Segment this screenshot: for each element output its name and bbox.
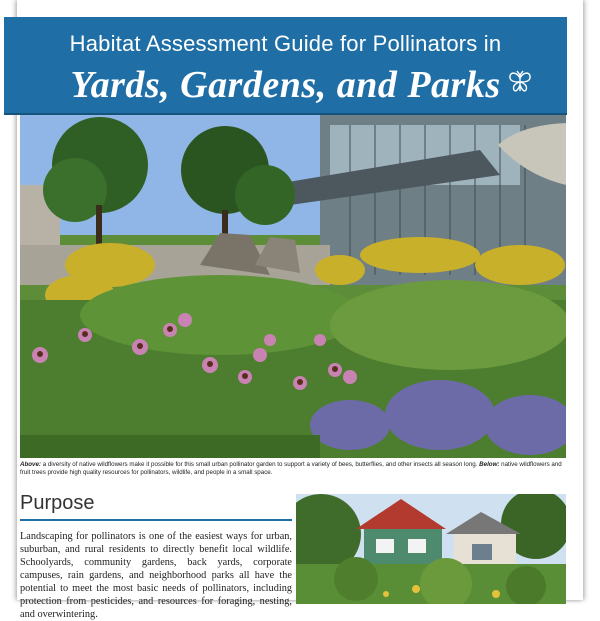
caption-text-below: native wildflowers and fruit trees provide high quality resources for pollinators, wildlife, and people in a small space. — [20, 461, 562, 476]
title-banner — [4, 17, 567, 115]
purpose-heading: Purpose — [20, 492, 292, 521]
caption-text-above: a diversity of native wildflowers make it possible for this small urban pollinator garden to support a variety of bees, butterflies, and other insects all season long. — [40, 461, 480, 468]
butterfly-icon — [507, 69, 533, 95]
caption-label-below: Below: — [479, 461, 500, 468]
banner-title: Yards, Gardens, and Parks — [70, 64, 501, 106]
photo-caption — [20, 461, 566, 477]
caption-label-above: Above: — [20, 461, 41, 468]
banner-subtitle: Habitat Assessment Guide for Pollinators in — [69, 31, 502, 56]
purpose-body: Landscaping for pollinators is one of the easiest ways for urban, suburban, and rural residents to directly benefit local wildlife. Schoolyards, community gardens, back yards, corporate campuses, rain gardens, and neighborhood parks all have the potential to meet the most basic needs of pollinators, including protection from pesticides, and resources for foraging, nesting, and overwintering. — [20, 531, 292, 620]
house-garden-photo — [296, 494, 566, 604]
garden-photo — [20, 115, 566, 458]
